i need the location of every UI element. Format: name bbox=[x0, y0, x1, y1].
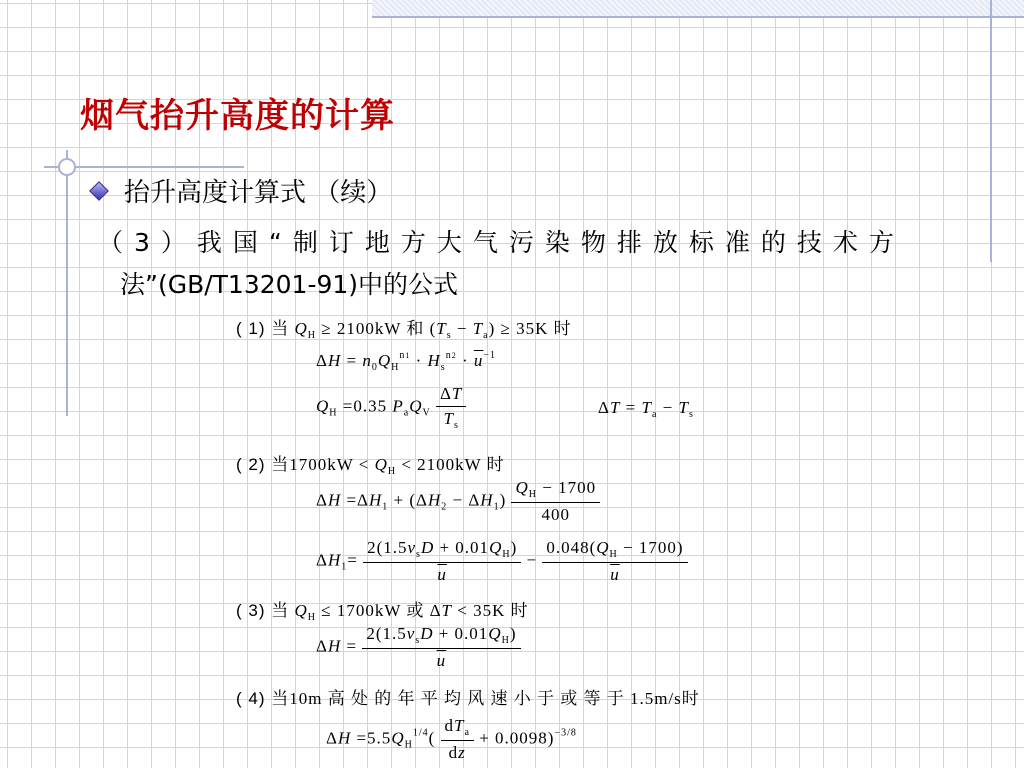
hatch-top-band-onscreen bbox=[372, 0, 1024, 16]
hatch-right-strip bbox=[992, 0, 1024, 16]
formula-2a: $\Delta H =\Delta H_1 + (\Delta H_2 - \Delta H_1)$ $\frac{Q_H - 1700}{400}$ bbox=[316, 478, 600, 525]
method-paragraph bbox=[98, 222, 978, 306]
bullet-text: 抬升高度计算式 （续） bbox=[124, 178, 393, 208]
case-2-label: ( 2) 当 bbox=[236, 455, 290, 474]
formula-1c: $\Delta T = T_a - T_s$ bbox=[598, 398, 694, 420]
top-divider-line bbox=[372, 16, 1024, 18]
diamond-bullet-icon bbox=[89, 181, 109, 201]
case-3-condition: ( 3) 当 $Q_H \le 1700kW$ 或 ΔT < 35K 时 bbox=[236, 601, 529, 623]
bullet-row bbox=[92, 172, 392, 209]
formula-2b: $\Delta H_1=$ $\frac{2(1.5v_sD + 0.01Q_H)}{u}$ − $\frac{0.048(Q_H - 1700)}{u}$ bbox=[316, 538, 688, 585]
case-2-condition: ( 2) 当$1700kW < Q_H < 2100kW$ 时 bbox=[236, 455, 505, 477]
right-vertical-line bbox=[990, 0, 992, 262]
para-line-1: （3）我国“制订地方大气污染物排放标准的技术方 bbox=[98, 228, 905, 257]
case-1-condition: ( 1) 当 $Q_H \ge 2100kW$ 和 $(T_s - T_a) \ge 35K$ 时 bbox=[236, 319, 572, 341]
case-3-label: ( 3) 当 bbox=[236, 601, 290, 620]
formula-3: ΔH = $\frac{2(1.5v_sD + 0.01Q_H)}{u}$ bbox=[316, 624, 521, 671]
case-4-condition: ( 4) 当10m 高 处 的 年 平 均 风 速 小 于 或 等 于 1.5m/s时 bbox=[236, 689, 700, 708]
circle-ornament bbox=[58, 158, 76, 176]
case-1-label: ( 1) 当 bbox=[236, 319, 290, 338]
slide-title: 烟气抬升高度的计算 bbox=[80, 96, 395, 136]
formula-1a: $\Delta H = n_0Q_H^{n1} \cdot H_s^{n2} \cdot \overline{u}^{-1}$ bbox=[316, 350, 496, 373]
left-vertical-line bbox=[66, 150, 68, 416]
case-4-label: ( 4) 当 bbox=[236, 689, 290, 708]
formula-1b: $Q_H =0.35$ $P_aQ_V$ $\frac{\Delta T}{T_s}$ bbox=[316, 384, 466, 431]
formula-4: $\Delta H =5.5Q_H^{1/4}$( $\frac{dT_a}{dz}$ + 0.0098)$^{-3/8}$ bbox=[326, 716, 577, 762]
para-line-2: 法”(GB/T13201-91)中的公式 bbox=[120, 270, 459, 299]
